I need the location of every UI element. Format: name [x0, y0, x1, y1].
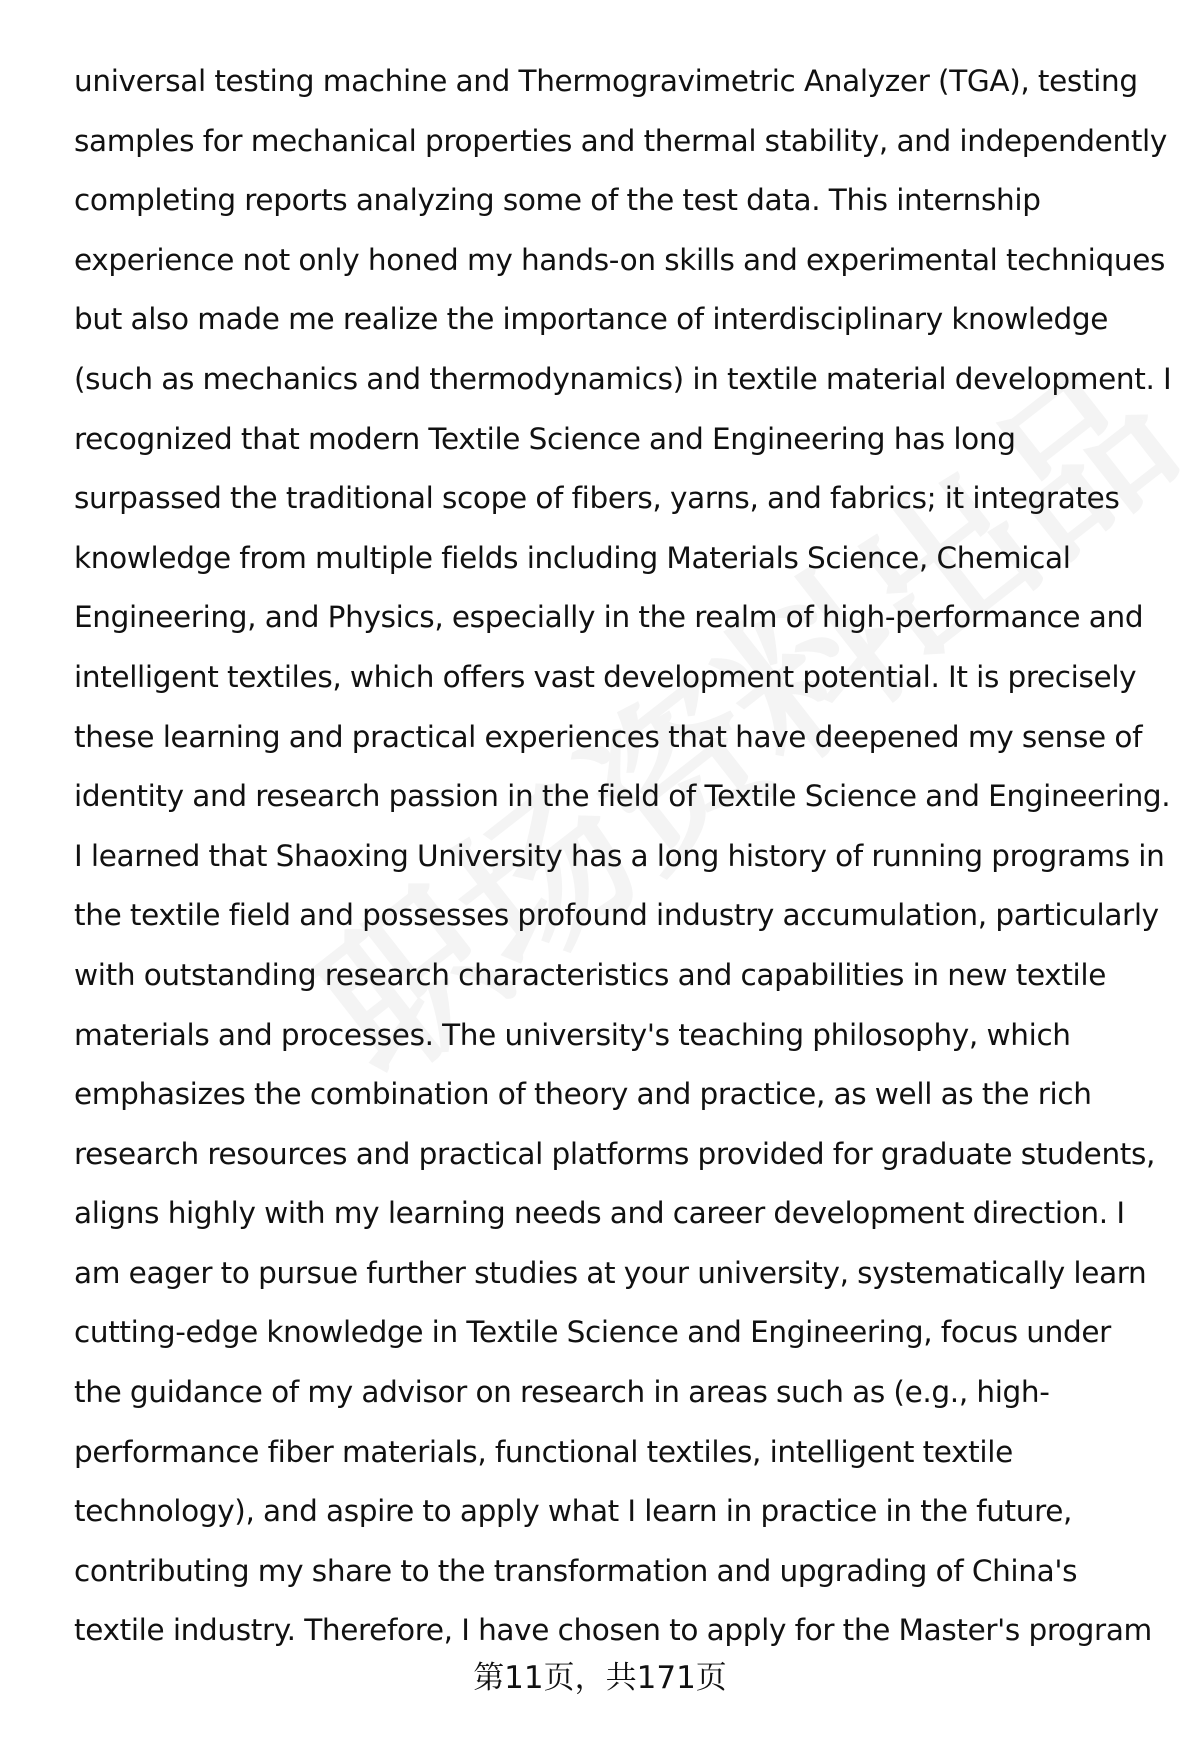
text-line: materials and processes. The university's teaching philosophy, which	[74, 1017, 1071, 1052]
text-line: with outstanding research characteristics and capabilities in new textile	[74, 957, 1107, 992]
text-line: but also made me realize the importance of interdisciplinary knowledge	[74, 302, 1109, 337]
text-line: identity and research passion in the field of Textile Science and Engineering.	[74, 779, 1171, 814]
text-line: recognized that modern Textile Science and Engineering has long	[74, 421, 1016, 456]
text-line: aligns highly with my learning needs and career development direction. I	[74, 1196, 1125, 1231]
text-line: intelligent textiles, which offers vast development potential. It is precisely	[74, 659, 1137, 694]
text-line: Engineering, and Physics, especially in the realm of high-performance and	[74, 600, 1144, 635]
text-line: cutting-edge knowledge in Textile Science and Engineering, focus under	[74, 1315, 1111, 1350]
text-line: the textile field and possesses profound industry accumulation, particularly	[74, 898, 1159, 933]
text-line: surpassed the traditional scope of fibers, yarns, and fabrics; it integrates	[74, 481, 1120, 516]
text-line: these learning and practical experiences that have deepened my sense of	[74, 719, 1143, 754]
text-line: am eager to pursue further studies at your university, systematically learn	[74, 1255, 1147, 1290]
text-line: knowledge from multiple fields including Materials Science, Chemical	[74, 540, 1071, 575]
text-line: performance fiber materials, functional textiles, intelligent textile	[74, 1434, 1013, 1469]
text-line: textile industry. Therefore, I have chosen to apply for the Master's program	[74, 1613, 1152, 1648]
page-footer: 第11页，共171页	[473, 1660, 727, 1696]
text-line: (such as mechanics and thermodynamics) in textile material development. I	[74, 361, 1172, 396]
text-line: I learned that Shaoxing University has a long history of running programs in	[74, 838, 1165, 873]
text-line: contributing my share to the transformation and upgrading of China's	[74, 1553, 1078, 1588]
text-line: experience not only honed my hands-on skills and experimental techniques	[74, 242, 1166, 277]
text-line: the guidance of my advisor on research in areas such as (e.g., high-	[74, 1375, 1050, 1410]
text-line: research resources and practical platforms provided for graduate students,	[74, 1136, 1156, 1171]
body-text	[74, 52, 1172, 1661]
text-line: universal testing machine and Thermogravimetric Analyzer (TGA), testing	[74, 64, 1138, 98]
text-line: samples for mechanical properties and thermal stability, and independently	[74, 123, 1168, 158]
text-line: emphasizes the combination of theory and practice, as well as the rich	[74, 1077, 1092, 1112]
text-line: completing reports analyzing some of the test data. This internship	[74, 183, 1041, 218]
text-line: technology), and aspire to apply what I learn in practice in the future,	[74, 1494, 1073, 1529]
